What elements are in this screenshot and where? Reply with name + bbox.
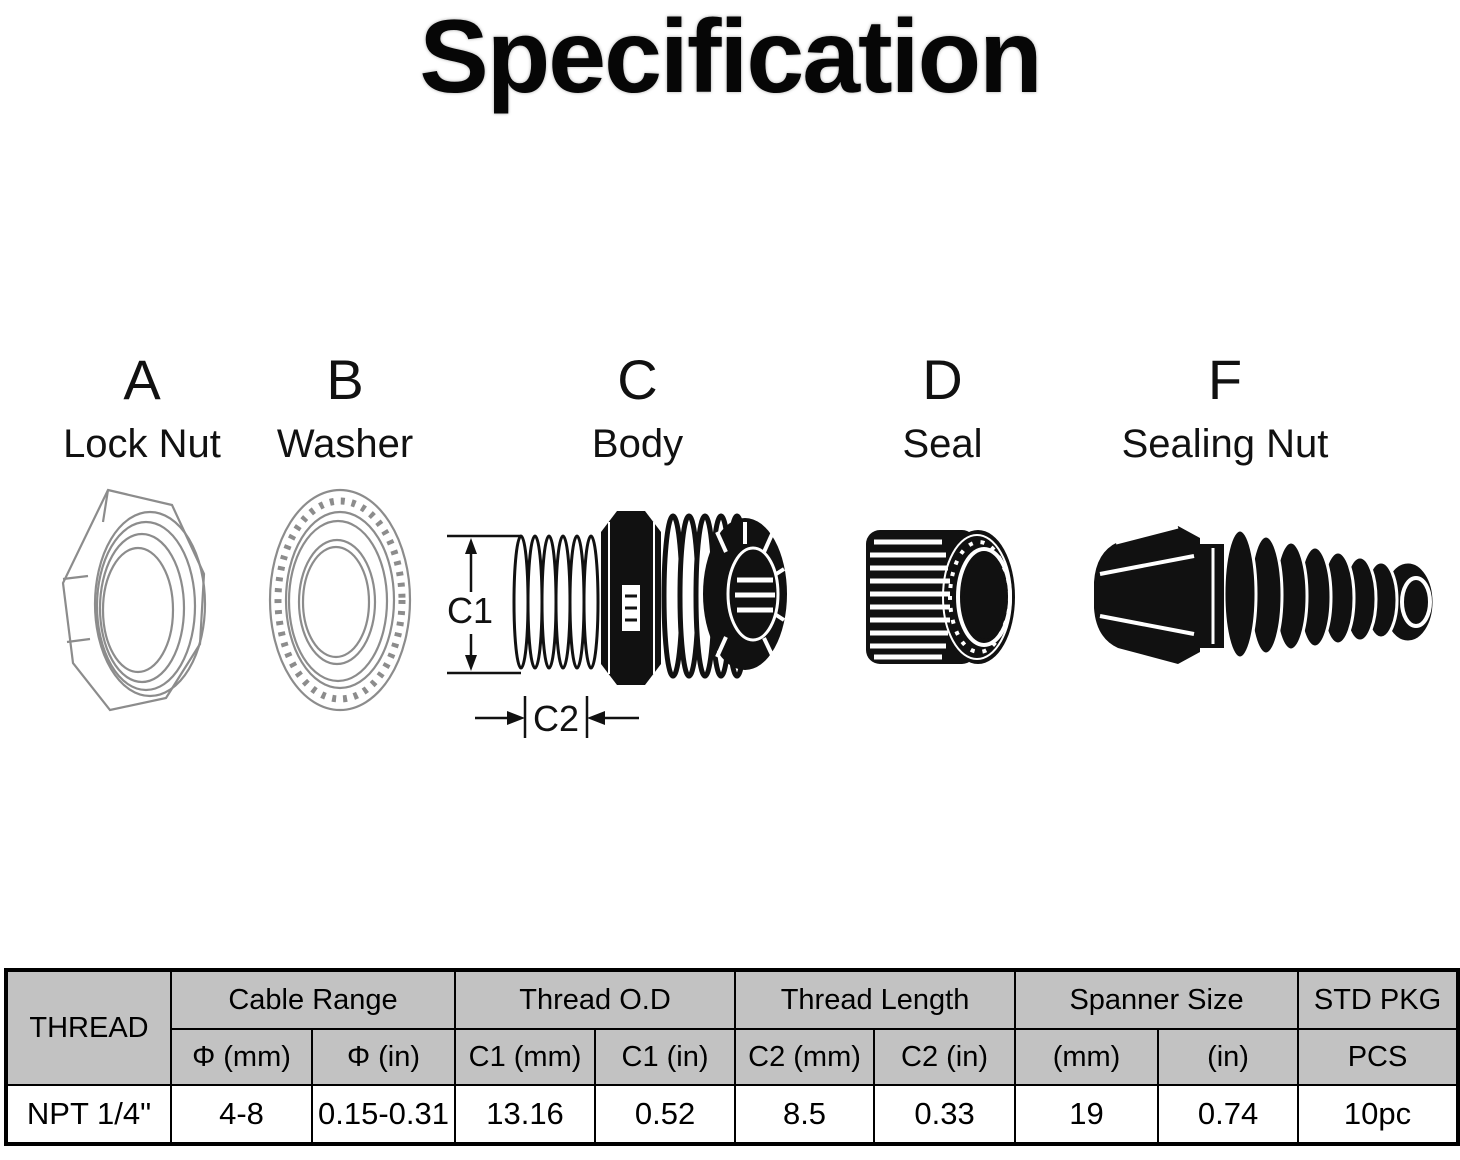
part-caption-seal bbox=[830, 348, 1055, 466]
part-name: Lock Nut bbox=[63, 422, 221, 466]
part-name: Washer bbox=[276, 422, 414, 466]
cell-c1-in: 0.52 bbox=[595, 1085, 735, 1144]
sub-header-pcs: PCS bbox=[1298, 1029, 1458, 1085]
col-header-thread: THREAD bbox=[6, 970, 171, 1085]
group-header-thread-length: Thread Length bbox=[735, 970, 1015, 1029]
part-letter: D bbox=[922, 348, 963, 411]
part-name: Body bbox=[591, 422, 684, 466]
sub-header-c1-in: C1 (in) bbox=[595, 1029, 735, 1085]
group-header-std-pkg: STD PKG bbox=[1298, 970, 1458, 1029]
part-caption-washer bbox=[235, 348, 455, 466]
cell-thread: NPT 1/4" bbox=[6, 1085, 171, 1144]
group-header-spanner-size: Spanner Size bbox=[1015, 970, 1298, 1029]
c1-label: C1 bbox=[446, 590, 494, 631]
group-header-thread-od: Thread O.D bbox=[455, 970, 735, 1029]
sub-header-c2-in: C2 (in) bbox=[874, 1029, 1015, 1085]
group-header-cable-range: Cable Range bbox=[171, 970, 455, 1029]
cell-c2-in: 0.33 bbox=[874, 1085, 1015, 1144]
sub-header-c1-mm: C1 (mm) bbox=[455, 1029, 595, 1085]
part-name: Seal bbox=[902, 422, 983, 466]
cell-cable-range-mm: 4-8 bbox=[171, 1085, 312, 1144]
cell-spanner-in: 0.74 bbox=[1158, 1085, 1298, 1144]
part-caption-sealing-nut bbox=[1080, 348, 1370, 466]
cell-std-pkg: 10pc bbox=[1298, 1085, 1458, 1144]
cell-c2-mm: 8.5 bbox=[735, 1085, 874, 1144]
cell-c1-mm: 13.16 bbox=[455, 1085, 595, 1144]
cell-cable-range-in: 0.15-0.31 bbox=[312, 1085, 455, 1144]
spec-table bbox=[4, 968, 1460, 1146]
arrow-down-icon bbox=[465, 655, 477, 671]
arrow-left-icon bbox=[587, 711, 605, 725]
arrow-right-icon bbox=[507, 711, 525, 725]
part-letter: C bbox=[617, 348, 658, 411]
sub-header-c2-mm: C2 (mm) bbox=[735, 1029, 874, 1085]
sub-header-phi-mm: Φ (mm) bbox=[171, 1029, 312, 1085]
sub-header-phi-in: Φ (in) bbox=[312, 1029, 455, 1085]
part-letter: B bbox=[326, 348, 364, 411]
page-title: Specification bbox=[419, 0, 1041, 115]
part-caption-body bbox=[525, 348, 750, 466]
table-row bbox=[6, 1085, 1458, 1144]
washer-drawing bbox=[264, 484, 416, 716]
sealing-nut-drawing bbox=[1086, 518, 1442, 670]
sub-header-spanner-mm: (mm) bbox=[1015, 1029, 1158, 1085]
part-letter: F bbox=[1207, 348, 1243, 411]
part-letter: A bbox=[123, 348, 161, 411]
arrow-up-icon bbox=[465, 538, 477, 554]
seal-drawing bbox=[858, 524, 1026, 670]
part-caption-lock-nut bbox=[32, 348, 252, 466]
sub-header-spanner-in: (in) bbox=[1158, 1029, 1298, 1085]
part-name: Sealing Nut bbox=[1121, 422, 1329, 466]
cell-spanner-mm: 19 bbox=[1015, 1085, 1158, 1144]
body-drawing bbox=[443, 492, 788, 750]
lock-nut-drawing bbox=[48, 482, 222, 716]
hex-head bbox=[1094, 526, 1200, 664]
c2-label: C2 bbox=[532, 698, 580, 739]
